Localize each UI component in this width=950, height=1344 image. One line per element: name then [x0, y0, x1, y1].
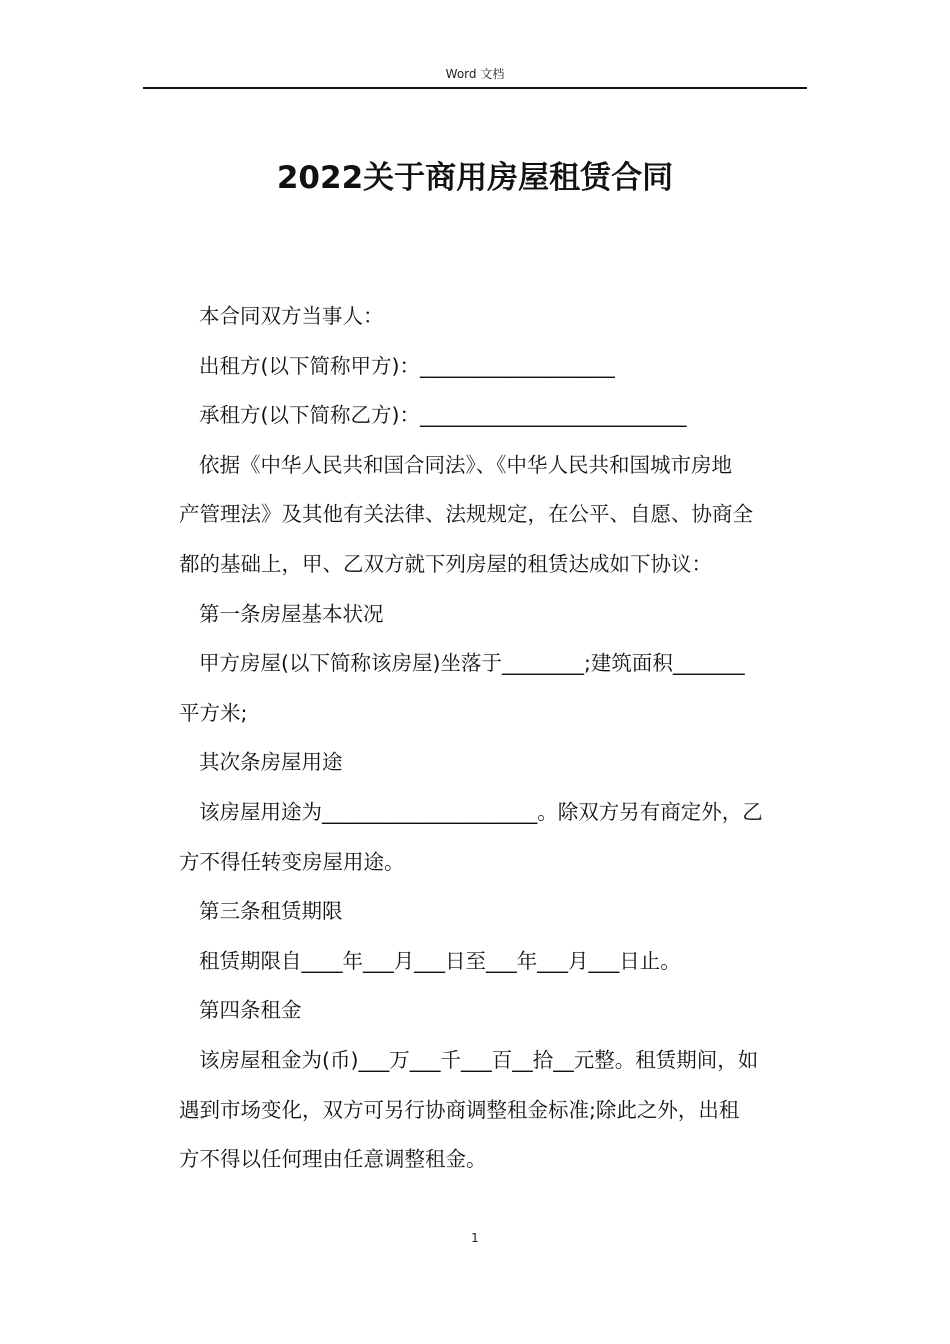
body-line: 承租方(以下简称乙方)：__________________________	[199, 403, 687, 428]
header-divider	[143, 87, 807, 89]
body-line: 方不得任转变房屋用途。	[179, 849, 405, 874]
body-line: 遇到市场变化，双方可另行协商调整租金标准;除此之外，出租	[179, 1097, 740, 1122]
page-number: 1	[471, 1231, 479, 1245]
section-heading: 第三条租赁期限	[199, 899, 343, 924]
section-heading: 第四条租金	[199, 998, 302, 1023]
section-heading: 其次条房屋用途	[199, 750, 343, 775]
body-line: 甲方房屋(以下简称该房屋)坐落于________;建筑面积_______	[199, 651, 745, 676]
document-body	[179, 292, 807, 1185]
document-title: 2022关于商用房屋租赁合同	[276, 160, 674, 196]
body-line: 都的基础上，甲、乙双方就下列房屋的租赁达成如下协议：	[179, 551, 712, 576]
body-line: 依据《中华人民共和国合同法》、《中华人民共和国城市房地	[199, 452, 732, 477]
body-line: 本合同双方当事人：	[199, 304, 384, 328]
body-line: 该房屋租金为(币)___万___千___百__拾__元整。租赁期间，如	[199, 1047, 759, 1072]
section-heading: 第一条房屋基本状况	[199, 601, 384, 626]
page-header: Word 文档	[445, 67, 505, 81]
body-line: 该房屋用途为_____________________。除双方另有商定外，乙	[199, 799, 763, 824]
body-line: 产管理法》及其他有关法律、法规规定，在公平、自愿、协商全	[179, 502, 753, 527]
body-line: 平方米;	[179, 700, 248, 725]
body-line: 出租方(以下简称甲方)：___________________	[199, 353, 615, 378]
body-line: 租赁期限自____年___月___日至___年___月___日止。	[199, 948, 681, 973]
body-line: 方不得以任何理由任意调整租金。	[179, 1147, 487, 1172]
